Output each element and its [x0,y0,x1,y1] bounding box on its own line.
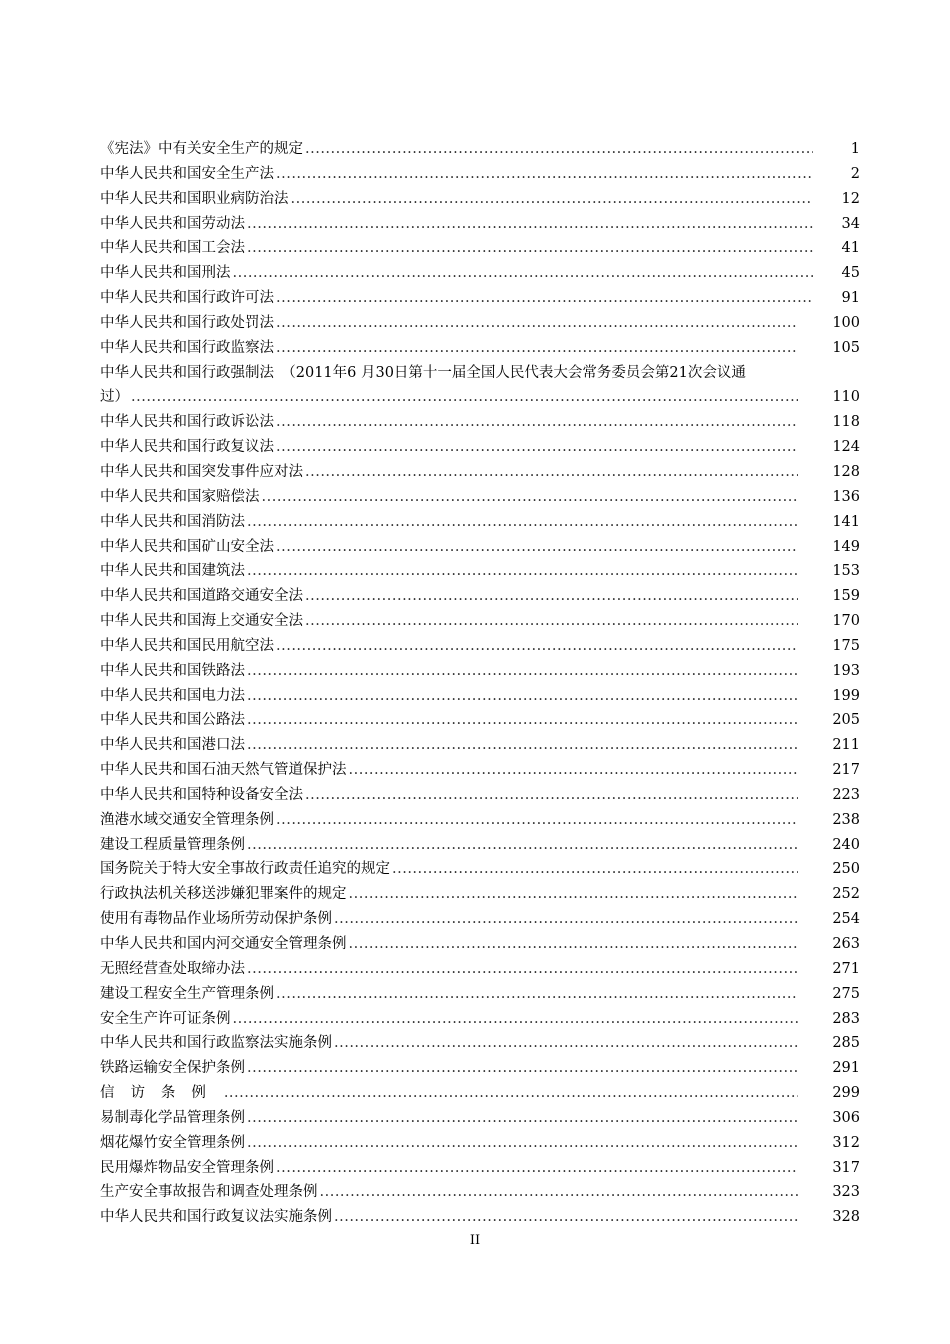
toc-leader-dots [276,1156,798,1181]
toc-entry-title: 中华人民共和国铁路法 [100,662,245,679]
toc-leader-dots [276,808,798,833]
toc-leader-dots [247,510,798,535]
toc-entry-title: 《宪法》中有关安全生产的规定 [100,141,303,157]
toc-entry[interactable] [100,559,860,584]
toc-entry-title: 中华人民共和国特种设备安全法 [100,786,303,803]
toc-entry-title: 建设工程质量管理条例 [100,836,245,853]
toc-entry-page: 323 [832,1184,860,1201]
toc-leader-dots [276,634,798,659]
toc-entry-title-continued: 过） [100,389,129,406]
toc-entry-page: 217 [832,762,860,779]
toc-entry-page: 100 [832,314,860,331]
toc-entry[interactable] [100,857,860,882]
toc-leader-dots [247,708,798,733]
toc-entry-title: 中华人民共和国内河交通安全管理条例 [100,936,347,952]
toc-entry-page: 110 [832,389,860,406]
toc-leader-dots [247,559,798,584]
toc-entry-page: 199 [832,687,860,704]
toc-entry-page: 211 [832,737,860,754]
toc-leader-dots [334,1031,798,1056]
toc-leader-dots [247,1056,798,1081]
toc-entry-page: 291 [832,1060,860,1077]
toc-leader-dots [305,584,798,609]
toc-entry-page: 283 [832,1010,860,1027]
toc-entry[interactable] [100,758,860,783]
toc-entry-page: 159 [832,588,860,605]
toc-entry-title: 中华人民共和国行政处罚法 [100,314,274,331]
toc-entry[interactable] [100,435,860,460]
toc-leader-dots [349,758,799,783]
toc-entry[interactable] [100,584,860,609]
toc-entry-page: 252 [832,886,860,903]
toc-entry-page: 223 [832,786,860,803]
toc-entry-title: 中华人民共和国道路交通安全法 [100,588,303,605]
toc-entry[interactable] [100,485,860,510]
toc-entry[interactable] [100,882,860,907]
toc-leader-dots [334,1205,798,1230]
toc-leader-dots [247,1131,798,1156]
toc-leader-dots [305,609,798,634]
toc-entry[interactable] [100,708,860,733]
toc-entry[interactable] [100,1205,860,1230]
toc-entry-page: 205 [832,712,860,729]
toc-entry-title: 中华人民共和国行政诉讼法 [100,414,274,431]
toc-entry[interactable] [100,733,860,758]
toc-entry-page: 271 [832,960,860,977]
toc-entry-page: 136 [832,488,860,505]
toc-entry-page: 275 [832,985,860,1002]
toc-entry-page: 105 [832,339,860,356]
toc-entry-title: 中华人民共和国职业病防治法 [100,190,289,207]
toc-leader-dots [224,1081,798,1106]
toc-entry[interactable] [100,187,860,212]
toc-entry[interactable] [100,137,860,162]
toc-entry-title: 中华人民共和国刑法 [100,265,231,282]
toc-entry-title: 中华人民共和国劳动法 [100,215,245,232]
toc-entry-title: 中华人民共和国家赔偿法 [100,488,260,505]
toc-entry-page: 175 [832,637,860,654]
toc-entry-page: 328 [832,1209,860,1226]
toc-entry-title: 中华人民共和国行政许可法 [100,290,274,307]
toc-leader-dots [276,435,798,460]
toc-entry-continued[interactable] [100,385,860,410]
toc-entry[interactable] [100,1156,860,1181]
toc-leader-dots [276,535,798,560]
toc-entry[interactable] [100,684,860,709]
toc-leader-dots [247,236,813,261]
toc-entry[interactable] [100,1131,860,1156]
toc-leader-dots [233,261,814,286]
toc-entry-page: 149 [832,538,860,555]
toc-entry-title: 易制毒化学品管理条例 [100,1109,245,1126]
toc-entry[interactable] [100,535,860,560]
toc-entry[interactable] [100,634,860,659]
toc-leader-dots [305,783,798,808]
toc-entry[interactable] [100,1106,860,1131]
toc-leader-dots [291,187,814,212]
toc-entry-page: 170 [832,613,860,630]
toc-entry-title: 渔港水域交通安全管理条例 [100,811,274,828]
toc-entry[interactable] [100,609,860,634]
toc-entry-title: 中华人民共和国行政监察法 [100,339,274,356]
toc-entry-page: 263 [832,936,860,952]
toc-entry[interactable] [100,460,860,485]
toc-entry-title: 中华人民共和国矿山安全法 [100,538,274,555]
toc-entry[interactable] [100,783,860,808]
toc-entry[interactable] [100,236,860,261]
toc-entry[interactable] [100,1081,860,1106]
toc-leader-dots [320,1180,799,1205]
toc-entry[interactable] [100,957,860,982]
toc-entry-page: 34 [841,215,860,232]
toc-entry-title: 中华人民共和国电力法 [100,687,245,704]
toc-entry[interactable] [100,336,860,361]
toc-entry[interactable] [100,361,860,386]
toc-entry-page: 141 [832,513,860,530]
toc-leader-dots [262,485,799,510]
toc-leader-dots [349,932,799,957]
toc-leader-dots [276,311,798,336]
toc-leader-dots [247,833,798,858]
toc-leader-dots [247,1106,798,1131]
toc-entry-page: 312 [832,1134,860,1151]
page-number: II [469,1233,481,1248]
toc-entry[interactable] [100,162,860,187]
toc-entry-page: 118 [832,414,860,431]
toc-leader-dots [276,286,813,311]
toc-entry-title: 国务院关于特大安全事故行政责任追究的规定 [100,861,390,878]
toc-entry-page: 45 [841,265,860,282]
toc-entry-title: 行政执法机关移送涉嫌犯罪案件的规定 [100,886,347,903]
toc-entry[interactable] [100,932,860,957]
toc-entry-page: 12 [841,190,860,207]
toc-entry-title: 生产安全事故报告和调查处理条例 [100,1184,318,1201]
toc-entry-title: 信访条例 [100,1085,222,1102]
toc-entry-title: 民用爆炸物品安全管理条例 [100,1159,274,1176]
toc-entry-title: 安全生产许可证条例 [100,1010,231,1027]
toc-entry-page: 299 [832,1085,860,1102]
toc-entry-page: 240 [832,836,860,853]
toc-entry-title: 中华人民共和国港口法 [100,737,245,754]
toc-entry[interactable] [100,1056,860,1081]
toc-leader-dots [276,336,798,361]
toc-entry-page: 2 [850,165,860,182]
table-of-contents [100,137,860,1230]
toc-entry-title: 中华人民共和国行政监察法实施条例 [100,1035,332,1052]
toc-entry-title: 中华人民共和国行政强制法 （2011年6 月30日第十一届全国人民代表大会常务委员会第21次会议通 [100,364,746,381]
toc-entry[interactable] [100,1180,860,1205]
toc-entry-title: 中华人民共和国消防法 [100,513,245,530]
toc-entry-page: 238 [832,811,860,828]
toc-entry-title: 中华人民共和国建筑法 [100,563,245,580]
toc-entry-page: 124 [832,439,860,456]
toc-leader-dots [305,460,798,485]
toc-entry-title: 中华人民共和国安全生产法 [100,165,274,182]
toc-entry-title: 中华人民共和国突发事件应对法 [100,463,303,480]
toc-entry-title: 建设工程安全生产管理条例 [100,985,274,1002]
toc-entry-page: 91 [841,290,860,307]
toc-entry-title: 使用有毒物品作业场所劳动保护条例 [100,911,332,928]
toc-entry-title: 中华人民共和国海上交通安全法 [100,613,303,630]
toc-entry[interactable] [100,907,860,932]
toc-leader-dots [247,957,798,982]
toc-entry-title: 铁路运输安全保护条例 [100,1060,245,1077]
toc-entry-page: 41 [841,240,860,257]
toc-entry-page: 128 [832,463,860,480]
toc-entry-page: 285 [832,1035,860,1052]
toc-entry-title: 无照经营查处取缔办法 [100,960,245,977]
toc-entry-title: 中华人民共和国公路法 [100,712,245,729]
toc-entry[interactable] [100,659,860,684]
toc-leader-dots [392,857,798,882]
toc-entry-title: 中华人民共和国行政复议法实施条例 [100,1209,332,1226]
toc-leader-dots [247,684,798,709]
toc-leader-dots [305,137,813,162]
toc-entry-page: 193 [832,662,860,679]
toc-leader-dots [247,212,813,237]
toc-entry[interactable] [100,286,860,311]
toc-leader-dots [247,659,798,684]
toc-entry[interactable] [100,212,860,237]
toc-entry[interactable] [100,311,860,336]
toc-entry-page: 306 [832,1109,860,1126]
toc-leader-dots [131,385,798,410]
toc-entry-title: 中华人民共和国工会法 [100,240,245,257]
toc-entry-page: 317 [832,1159,860,1176]
toc-entry[interactable] [100,808,860,833]
toc-entry-title: 中华人民共和国石油天然气管道保护法 [100,762,347,779]
toc-entry-title: 中华人民共和国行政复议法 [100,439,274,456]
toc-leader-dots [276,410,798,435]
toc-leader-dots [276,162,813,187]
toc-entry-page: 254 [832,911,860,928]
toc-entry-page: 1 [850,141,860,157]
toc-leader-dots [247,733,798,758]
toc-entry-title: 烟花爆竹安全管理条例 [100,1134,245,1151]
toc-leader-dots [276,982,798,1007]
toc-entry[interactable] [100,833,860,858]
toc-leader-dots [334,907,798,932]
toc-entry-title: 中华人民共和国民用航空法 [100,637,274,654]
toc-entry[interactable] [100,510,860,535]
toc-entry[interactable] [100,1007,860,1032]
toc-entry[interactable] [100,982,860,1007]
toc-entry[interactable] [100,261,860,286]
toc-entry[interactable] [100,410,860,435]
toc-leader-dots [233,1007,799,1032]
toc-entry-page: 250 [832,861,860,878]
toc-entry[interactable] [100,1031,860,1056]
toc-leader-dots [349,882,799,907]
toc-entry-page: 153 [832,563,860,580]
